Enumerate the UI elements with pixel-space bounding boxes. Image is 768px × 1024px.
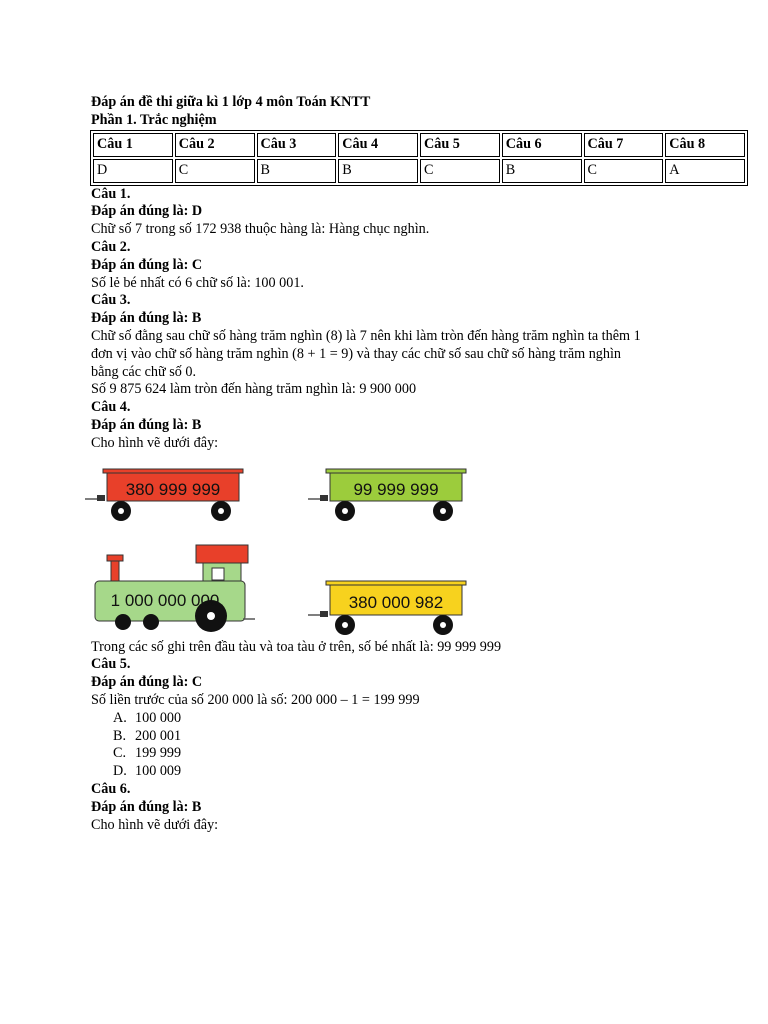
answer-table-header: Câu 7: [584, 133, 664, 157]
question-explanation: Số liền trước của số 200 000 là số: 200 000 – 1 = 199 999: [91, 691, 420, 708]
train-figure: [83, 459, 743, 639]
question-intro: Cho hình vẽ dưới đây:: [91, 434, 219, 451]
answer-table-cell: C: [175, 159, 255, 183]
question-intro: Cho hình vẽ dưới đây:: [91, 816, 219, 833]
question-explanation-line: Chữ số đằng sau chữ số hàng trăm nghìn (8) là 7 nên khi làm tròn đến hàng trăm nghìn ta thêm 1: [91, 327, 641, 344]
engine-number: 1 000 000 000: [110, 590, 220, 610]
option-list: [91, 710, 751, 781]
answer-table-header: Câu 2: [175, 133, 255, 157]
answer-table-header-row: [93, 133, 745, 157]
option-value: 199 999: [135, 745, 182, 762]
answer-table: [90, 130, 748, 186]
question-3: [91, 292, 751, 399]
answer-table-header: Câu 8: [665, 133, 745, 157]
answer-table-cell: C: [584, 159, 664, 183]
option-letter: C.: [113, 745, 127, 762]
answer-table-cell: D: [93, 159, 173, 183]
option-item: [91, 745, 751, 763]
question-explanation-line: Số 9 875 624 làm tròn đến hàng trăm nghìn là: 9 900 000: [91, 381, 417, 398]
answer-table-header: Câu 1: [93, 133, 173, 157]
red-wagon-number: 380 999 999: [125, 479, 221, 499]
question-answer: Đáp án đúng là: B: [91, 416, 202, 433]
answer-table-header: Câu 5: [420, 133, 500, 157]
question-answer: Đáp án đúng là: B: [91, 798, 202, 815]
green-wagon: [308, 469, 466, 521]
answer-table-cell: B: [257, 159, 337, 183]
option-letter: B.: [113, 727, 127, 744]
engine: [95, 545, 255, 632]
answer-table-header: Câu 3: [257, 133, 337, 157]
answer-table-header: Câu 6: [502, 133, 582, 157]
option-letter: A.: [113, 709, 127, 726]
question-6: [91, 781, 751, 834]
option-value: 200 001: [135, 727, 182, 744]
option-letter: D.: [113, 763, 127, 780]
question-explanation: Số lẻ bé nhất có 6 chữ số là: 100 001.: [91, 274, 304, 291]
green-wagon-number: 99 999 999: [353, 479, 439, 499]
question-heading: Câu 1.: [91, 185, 131, 202]
option-item: [91, 728, 751, 746]
document-title: Đáp án đề thi giữa kì 1 lớp 4 môn Toán KNTT: [91, 94, 371, 110]
answer-table-row: [93, 159, 745, 183]
question-answer: Đáp án đúng là: C: [91, 674, 203, 691]
yellow-wagon: [308, 581, 466, 635]
question-explanation-line: bằng các chữ số 0.: [91, 363, 196, 380]
question-answer: Đáp án đúng là: B: [91, 310, 202, 327]
option-item: [91, 763, 751, 781]
question-heading: Câu 4.: [91, 399, 131, 416]
answer-table-header: Câu 4: [338, 133, 418, 157]
question-explanation: Chữ số 7 trong số 172 938 thuộc hàng là: Hàng chục nghìn.: [91, 221, 430, 238]
red-wagon: [85, 469, 243, 521]
question-answer: Đáp án đúng là: C: [91, 256, 203, 273]
question-heading: Câu 2.: [91, 238, 131, 255]
answer-table-cell: C: [420, 159, 500, 183]
answer-table-cell: B: [502, 159, 582, 183]
question-2: [91, 239, 751, 292]
yellow-wagon-number: 380 000 982: [348, 592, 444, 612]
answer-table-cell: A: [665, 159, 745, 183]
train-illustration: [83, 459, 483, 639]
answer-table-cell: B: [338, 159, 418, 183]
question-explanation-line: đơn vị vào chữ số hàng trăm nghìn (8 + 1 = 9) và thay các chữ số sau chữ số hàng trăm nghìn: [91, 345, 622, 362]
option-value: 100 000: [135, 709, 182, 726]
question-conclusion: Trong các số ghi trên đầu tàu và toa tàu ở trên, số bé nhất là: 99 999 999: [91, 638, 502, 655]
option-item: [91, 710, 751, 728]
option-value: 100 009: [135, 763, 182, 780]
section-heading: Phần 1. Trắc nghiệm: [91, 111, 217, 128]
question-4: [91, 399, 751, 656]
question-heading: Câu 5.: [91, 656, 131, 673]
question-heading: Câu 3.: [91, 292, 131, 309]
document-page: [91, 94, 751, 834]
question-5: [91, 656, 751, 781]
question-heading: Câu 6.: [91, 780, 131, 797]
question-1: [91, 186, 751, 239]
question-answer: Đáp án đúng là: D: [91, 203, 203, 220]
